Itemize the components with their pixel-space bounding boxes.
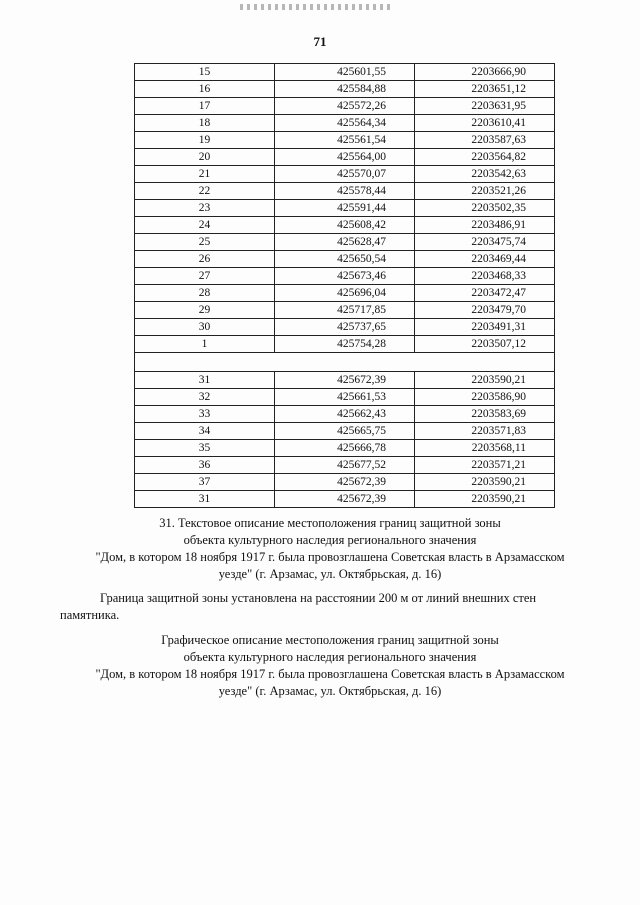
y-coordinate-cell: 2203571,21 xyxy=(415,457,555,474)
point-number-cell: 34 xyxy=(135,423,275,440)
table-row xyxy=(135,166,555,183)
y-coordinate-cell: 2203486,91 xyxy=(415,217,555,234)
table-row xyxy=(135,285,555,302)
table-row xyxy=(135,98,555,115)
table-row xyxy=(135,64,555,81)
x-coordinate-cell: 425661,53 xyxy=(275,389,415,406)
point-number-cell: 32 xyxy=(135,389,275,406)
point-number-cell: 30 xyxy=(135,319,275,336)
y-coordinate-cell: 2203586,90 xyxy=(415,389,555,406)
x-coordinate-cell: 425584,88 xyxy=(275,81,415,98)
x-coordinate-cell: 425662,43 xyxy=(275,406,415,423)
y-coordinate-cell: 2203571,83 xyxy=(415,423,555,440)
point-number-cell: 22 xyxy=(135,183,275,200)
table-row xyxy=(135,474,555,491)
separator-cell xyxy=(135,353,555,372)
page-number: 71 xyxy=(313,34,327,49)
point-number-cell: 17 xyxy=(135,98,275,115)
y-coordinate-cell: 2203631,95 xyxy=(415,98,555,115)
table-row xyxy=(135,389,555,406)
table-row xyxy=(135,149,555,166)
y-coordinate-cell: 2203507,12 xyxy=(415,336,555,353)
y-coordinate-cell: 2203564,82 xyxy=(415,149,555,166)
y-coordinate-cell: 2203479,70 xyxy=(415,302,555,319)
point-number-cell: 16 xyxy=(135,81,275,98)
table-row xyxy=(135,302,555,319)
point-number-cell: 26 xyxy=(135,251,275,268)
point-number-cell: 36 xyxy=(135,457,275,474)
boundary-paragraph xyxy=(60,590,600,624)
y-coordinate-cell: 2203610,41 xyxy=(415,115,555,132)
table-row xyxy=(135,251,555,268)
point-number-cell: 19 xyxy=(135,132,275,149)
x-coordinate-cell: 425601,55 xyxy=(275,64,415,81)
point-number-cell: 29 xyxy=(135,302,275,319)
x-coordinate-cell: 425665,75 xyxy=(275,423,415,440)
point-number-cell: 28 xyxy=(135,285,275,302)
table-row xyxy=(135,132,555,149)
table-row xyxy=(135,217,555,234)
point-number-cell: 35 xyxy=(135,440,275,457)
coordinates-table xyxy=(134,63,555,508)
point-number-cell: 24 xyxy=(135,217,275,234)
heading-line: уезде" (г. Арзамас, ул. Октябрьская, д. 16) xyxy=(218,684,442,698)
table-row xyxy=(135,457,555,474)
point-number-cell: 15 xyxy=(135,64,275,81)
y-coordinate-cell: 2203502,35 xyxy=(415,200,555,217)
paragraph-line: Граница защитной зоны установлена на расстоянии 200 м от линий внешних стен xyxy=(100,591,537,605)
y-coordinate-cell: 2203590,21 xyxy=(415,474,555,491)
x-coordinate-cell: 425737,65 xyxy=(275,319,415,336)
x-coordinate-cell: 425672,39 xyxy=(275,372,415,389)
y-coordinate-cell: 2203651,12 xyxy=(415,81,555,98)
y-coordinate-cell: 2203475,74 xyxy=(415,234,555,251)
y-coordinate-cell: 2203587,63 xyxy=(415,132,555,149)
point-number-cell: 33 xyxy=(135,406,275,423)
heading-line: 31. Текстовое описание местоположения границ защитной зоны xyxy=(159,516,501,530)
y-coordinate-cell: 2203521,26 xyxy=(415,183,555,200)
x-coordinate-cell: 425673,46 xyxy=(275,268,415,285)
point-number-cell: 20 xyxy=(135,149,275,166)
table-row xyxy=(135,319,555,336)
y-coordinate-cell: 2203542,63 xyxy=(415,166,555,183)
heading-line: объекта культурного наследия регионального значения xyxy=(183,533,477,547)
paragraph-line: памятника. xyxy=(60,608,120,622)
table-row xyxy=(135,81,555,98)
y-coordinate-cell: 2203590,21 xyxy=(415,491,555,508)
heading-line: уезде" (г. Арзамас, ул. Октябрьская, д. 16) xyxy=(218,567,442,581)
table-row xyxy=(135,491,555,508)
x-coordinate-cell: 425672,39 xyxy=(275,491,415,508)
y-coordinate-cell: 2203491,31 xyxy=(415,319,555,336)
y-coordinate-cell: 2203590,21 xyxy=(415,372,555,389)
y-coordinate-cell: 2203472,47 xyxy=(415,285,555,302)
text-description-heading xyxy=(60,515,600,583)
table-separator-row xyxy=(135,353,555,372)
y-coordinate-cell: 2203468,33 xyxy=(415,268,555,285)
point-number-cell: 27 xyxy=(135,268,275,285)
y-coordinate-cell: 2203568,11 xyxy=(415,440,555,457)
table-row xyxy=(135,372,555,389)
graphic-description-heading xyxy=(60,632,600,700)
point-number-cell: 31 xyxy=(135,491,275,508)
x-coordinate-cell: 425564,34 xyxy=(275,115,415,132)
x-coordinate-cell: 425628,47 xyxy=(275,234,415,251)
x-coordinate-cell: 425564,00 xyxy=(275,149,415,166)
y-coordinate-cell: 2203666,90 xyxy=(415,64,555,81)
coordinates-table-body xyxy=(135,64,555,508)
x-coordinate-cell: 425696,04 xyxy=(275,285,415,302)
table-row xyxy=(135,115,555,132)
x-coordinate-cell: 425570,07 xyxy=(275,166,415,183)
point-number-cell: 23 xyxy=(135,200,275,217)
point-number-cell: 21 xyxy=(135,166,275,183)
x-coordinate-cell: 425717,85 xyxy=(275,302,415,319)
x-coordinate-cell: 425650,54 xyxy=(275,251,415,268)
x-coordinate-cell: 425578,44 xyxy=(275,183,415,200)
point-number-cell: 25 xyxy=(135,234,275,251)
heading-line: "Дом, в котором 18 ноября 1917 г. была провозглашена Советская власть в Арзамасском xyxy=(95,667,565,681)
table-row xyxy=(135,336,555,353)
table-row xyxy=(135,406,555,423)
heading-line: объекта культурного наследия регионального значения xyxy=(183,650,477,664)
x-coordinate-cell: 425754,28 xyxy=(275,336,415,353)
point-number-cell: 1 xyxy=(135,336,275,353)
point-number-cell: 31 xyxy=(135,372,275,389)
x-coordinate-cell: 425608,42 xyxy=(275,217,415,234)
heading-line: "Дом, в котором 18 ноября 1917 г. была провозглашена Советская власть в Арзамасском xyxy=(95,550,565,564)
x-coordinate-cell: 425666,78 xyxy=(275,440,415,457)
table-row xyxy=(135,234,555,251)
table-row xyxy=(135,200,555,217)
table-row xyxy=(135,268,555,285)
y-coordinate-cell: 2203469,44 xyxy=(415,251,555,268)
point-number-cell: 37 xyxy=(135,474,275,491)
x-coordinate-cell: 425672,39 xyxy=(275,474,415,491)
table-row xyxy=(135,423,555,440)
scan-artifact xyxy=(240,4,390,10)
point-number-cell: 18 xyxy=(135,115,275,132)
table-row xyxy=(135,440,555,457)
x-coordinate-cell: 425677,52 xyxy=(275,457,415,474)
y-coordinate-cell: 2203583,69 xyxy=(415,406,555,423)
x-coordinate-cell: 425561,54 xyxy=(275,132,415,149)
x-coordinate-cell: 425572,26 xyxy=(275,98,415,115)
table-row xyxy=(135,183,555,200)
heading-line: Графическое описание местоположения границ защитной зоны xyxy=(161,633,499,647)
x-coordinate-cell: 425591,44 xyxy=(275,200,415,217)
